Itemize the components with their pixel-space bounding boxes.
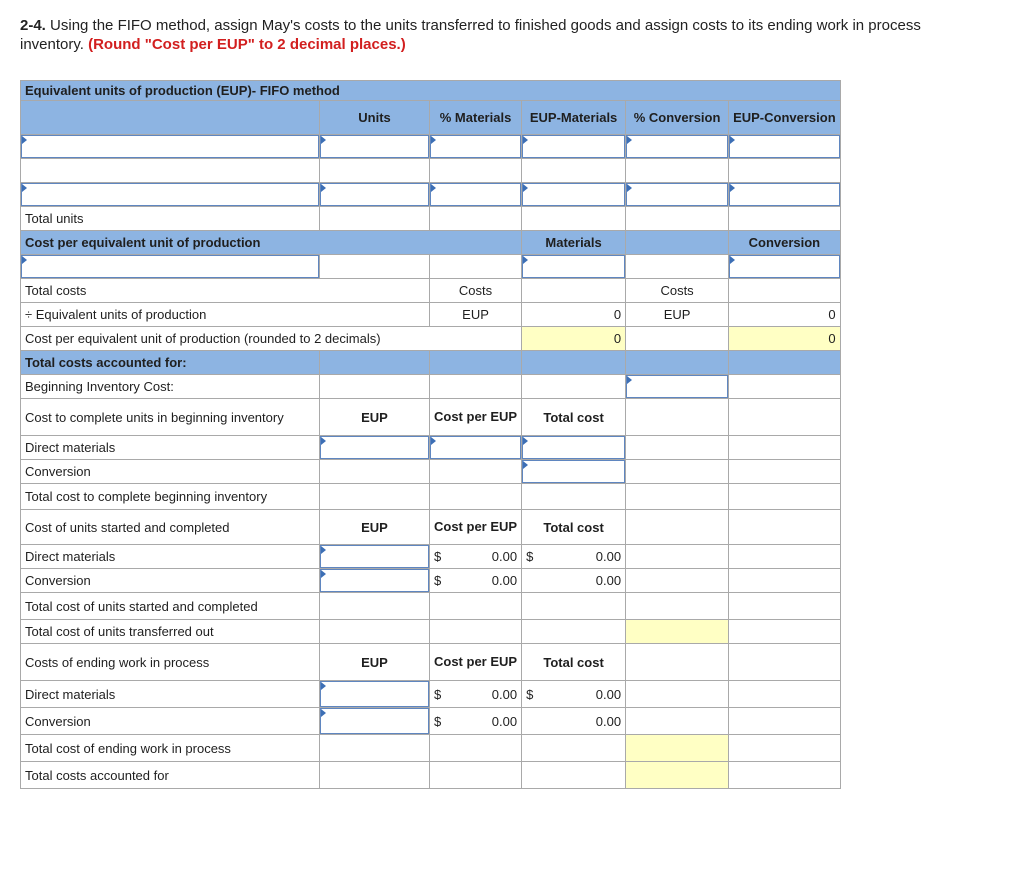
started-completed-conv-eup-input[interactable] xyxy=(320,569,430,593)
bi-blank xyxy=(320,375,430,399)
complete-beginning-conv-row xyxy=(21,460,841,484)
sc-blank xyxy=(729,569,841,593)
cpe-row xyxy=(21,327,841,351)
cost-input-blank xyxy=(430,255,522,279)
cb-blank xyxy=(626,436,729,460)
ew-blank xyxy=(626,708,729,735)
eup-row1-pct-materials-input[interactable] xyxy=(430,135,522,159)
accounted-header-blank xyxy=(522,351,626,375)
total-eup-conversion[interactable] xyxy=(729,207,841,231)
started-completed-conv-label: Conversion xyxy=(21,569,320,593)
started-completed-dm-total-value: 0.00 xyxy=(595,549,622,564)
ending-wip-conv-eup-input[interactable] xyxy=(320,708,430,735)
ending-wip-total-header: Total cost xyxy=(522,644,626,681)
sc-blank xyxy=(430,620,522,644)
ew-blank xyxy=(729,735,841,762)
sc-blank xyxy=(729,620,841,644)
eup-row1-units-input[interactable] xyxy=(320,135,430,159)
started-completed-header-row xyxy=(21,510,841,545)
transferred-out-total xyxy=(626,620,729,644)
eup-spacer-cell xyxy=(729,159,841,183)
started-completed-conv-cpe-value: 0.00 xyxy=(491,573,518,588)
sc-blank xyxy=(522,593,626,620)
eup-row1-pct-conversion-input[interactable] xyxy=(626,135,729,159)
total-costs-label: Total costs xyxy=(21,279,430,303)
materials-cpe-value: 0 xyxy=(522,327,626,351)
complete-beginning-dm-cpe-input[interactable] xyxy=(430,436,522,460)
eup-input-row xyxy=(21,135,841,159)
ending-wip-conv-cpe xyxy=(430,708,522,735)
complete-beginning-dm-total-input[interactable] xyxy=(522,436,626,460)
ending-wip-conv-cpe-value: 0.00 xyxy=(491,713,518,729)
eup-divisor-row xyxy=(21,303,841,327)
eup-spacer-cell xyxy=(21,159,320,183)
cost-input-blank xyxy=(626,255,729,279)
ending-wip-dm-total-value: 0.00 xyxy=(595,686,622,702)
started-completed-total-header: Total cost xyxy=(522,510,626,545)
beginning-inventory-cost-input[interactable] xyxy=(626,375,729,399)
ew-blank xyxy=(729,644,841,681)
cb-blank xyxy=(729,460,841,484)
started-completed-cpe-header: Cost per EUP xyxy=(430,510,522,545)
sc-blank xyxy=(729,593,841,620)
accounted-header-row xyxy=(21,351,841,375)
pct-conversion-header: % Conversion xyxy=(626,101,729,135)
total-units-label: Total units xyxy=(21,207,320,231)
started-completed-conv-total: 0.00 xyxy=(522,569,626,593)
ew-blank xyxy=(729,762,841,789)
sc-blank xyxy=(522,620,626,644)
bi-blank xyxy=(729,375,841,399)
eup-row2-label-input[interactable] xyxy=(21,183,320,207)
beginning-inventory-label: Beginning Inventory Cost: xyxy=(21,375,320,399)
ending-wip-dm-cpe xyxy=(430,681,522,708)
conversion-cost-input[interactable] xyxy=(729,255,841,279)
started-completed-eup-header: EUP xyxy=(320,510,430,545)
dollar-sign: $ xyxy=(526,686,534,702)
started-completed-conv-row xyxy=(21,569,841,593)
eup-spacer-cell xyxy=(320,159,430,183)
sc-blank xyxy=(320,593,430,620)
eup-divisor-label: ÷ Equivalent units of production xyxy=(21,303,430,327)
total-units-blank xyxy=(626,207,729,231)
started-completed-dm-cpe-value: 0.00 xyxy=(491,549,518,564)
ending-wip-eup-header: EUP xyxy=(320,644,430,681)
ending-wip-total xyxy=(626,735,729,762)
eup-row1-label-input[interactable] xyxy=(21,135,320,159)
question-number: 2-4. xyxy=(20,17,46,34)
eup-header-blank xyxy=(21,101,320,135)
eup-input-row xyxy=(21,183,841,207)
complete-beginning-eup-header: EUP xyxy=(320,399,430,436)
ending-wip-total-label: Total cost of ending work in process xyxy=(21,735,320,762)
ew-blank xyxy=(320,735,430,762)
complete-beginning-dm-eup-input[interactable] xyxy=(320,436,430,460)
conversion-eup-word: EUP xyxy=(626,303,729,327)
ending-wip-dm-cpe-value: 0.00 xyxy=(491,686,518,702)
fifo-worksheet-table xyxy=(20,80,841,789)
rounding-instruction: (Round "Cost per EUP" to 2 decimal places.) xyxy=(88,36,406,53)
ending-wip-cpe-header: Cost per EUP xyxy=(430,644,522,681)
accounted-header-blank xyxy=(729,351,841,375)
dollar-sign: $ xyxy=(434,686,442,702)
complete-beginning-label: Cost to complete units in beginning inventory xyxy=(21,399,320,436)
complete-beginning-cpe-header: Cost per EUP xyxy=(430,399,522,436)
sc-blank xyxy=(626,569,729,593)
pct-materials-header: % Materials xyxy=(430,101,522,135)
cost-label-input[interactable] xyxy=(21,255,320,279)
sc-blank xyxy=(430,593,522,620)
cpe-blank xyxy=(626,327,729,351)
ew-blank xyxy=(320,762,430,789)
eup-row2-pct-conversion-input[interactable] xyxy=(626,183,729,207)
cb-blank xyxy=(522,484,626,510)
complete-beginning-dm-label: Direct materials xyxy=(21,436,320,460)
eup-column-header-row xyxy=(21,101,841,135)
cb-blank xyxy=(626,460,729,484)
cb-blank xyxy=(430,460,522,484)
eup-row2-pct-materials-input[interactable] xyxy=(430,183,522,207)
units-header: Units xyxy=(320,101,430,135)
ew-blank xyxy=(626,681,729,708)
total-units-blank xyxy=(430,207,522,231)
materials-cost-input[interactable] xyxy=(522,255,626,279)
materials-eup-word: EUP xyxy=(430,303,522,327)
total-eup-materials[interactable] xyxy=(522,207,626,231)
total-costs-row xyxy=(21,279,841,303)
ending-wip-dm-eup-input[interactable] xyxy=(320,681,430,708)
conversion-eup-value: 0 xyxy=(729,303,841,327)
started-completed-dm-row xyxy=(21,545,841,569)
sc-blank xyxy=(626,593,729,620)
ew-blank xyxy=(729,681,841,708)
total-accounted-label: Total costs accounted for xyxy=(21,762,320,789)
ew-blank xyxy=(430,762,522,789)
ending-wip-conv-row xyxy=(21,708,841,735)
ew-blank xyxy=(626,644,729,681)
bi-blank xyxy=(522,375,626,399)
ew-blank xyxy=(729,708,841,735)
ending-wip-total-row xyxy=(21,735,841,762)
eup-spacer-cell xyxy=(626,159,729,183)
eup-spacer-cell xyxy=(430,159,522,183)
sc-blank xyxy=(626,545,729,569)
ending-wip-conv-total: 0.00 xyxy=(522,708,626,735)
dollar-sign: $ xyxy=(434,573,442,588)
cb-blank xyxy=(320,460,430,484)
sc-blank xyxy=(729,545,841,569)
ew-blank xyxy=(430,735,522,762)
eup-materials-header: EUP-Materials xyxy=(522,101,626,135)
complete-beginning-total-row xyxy=(21,484,841,510)
accounted-title: Total costs accounted for: xyxy=(21,351,320,375)
dollar-sign: $ xyxy=(434,549,442,564)
cb-blank xyxy=(729,436,841,460)
question-body: Using the FIFO method, assign May's costs to the units transferred to finished goods and assign costs to its ending work in process inventory. xyxy=(20,17,921,53)
transferred-out-row xyxy=(21,620,841,644)
eup-row1-eup-materials-input[interactable] xyxy=(522,135,626,159)
ending-wip-dm-total xyxy=(522,681,626,708)
started-completed-total-row xyxy=(21,593,841,620)
cost-per-eup-input-row xyxy=(21,255,841,279)
started-completed-total-label: Total cost of units started and completed xyxy=(21,593,320,620)
conversion-header: Conversion xyxy=(729,231,841,255)
conversion-costs-word: Costs xyxy=(626,279,729,303)
eup-input-row xyxy=(21,159,841,183)
cb-blank xyxy=(626,484,729,510)
bi-blank xyxy=(430,375,522,399)
ending-wip-header-row xyxy=(21,644,841,681)
complete-beginning-dm-row xyxy=(21,436,841,460)
beginning-inventory-row xyxy=(21,375,841,399)
materials-header: Materials xyxy=(522,231,626,255)
ending-wip-label: Costs of ending work in process xyxy=(21,644,320,681)
eup-section-title-row xyxy=(21,81,841,101)
complete-beginning-conv-total-input[interactable] xyxy=(522,460,626,484)
materials-total-costs xyxy=(522,279,626,303)
cost-per-eup-title: Cost per equivalent unit of production xyxy=(21,231,522,255)
conversion-cpe-value: 0 xyxy=(729,327,841,351)
started-completed-label: Cost of units started and completed xyxy=(21,510,320,545)
ending-wip-dm-row xyxy=(21,681,841,708)
ew-blank xyxy=(522,762,626,789)
sc-blank xyxy=(729,510,841,545)
started-completed-dm-cpe xyxy=(430,545,522,569)
cost-per-eup-header-blank xyxy=(626,231,729,255)
dollar-sign: $ xyxy=(526,549,534,564)
dollar-sign: $ xyxy=(434,713,442,729)
eup-spacer-cell xyxy=(522,159,626,183)
cost-per-eup-header-row xyxy=(21,231,841,255)
eup-row1-eup-conversion-input[interactable] xyxy=(729,135,841,159)
eup-section-title: Equivalent units of production (EUP)- FIFO method xyxy=(21,81,841,101)
started-completed-dm-total xyxy=(522,545,626,569)
accounted-header-blank xyxy=(626,351,729,375)
total-units-value[interactable] xyxy=(320,207,430,231)
cb-blank xyxy=(430,484,522,510)
cost-input-blank xyxy=(320,255,430,279)
cpe-label: Cost per equivalent unit of production (rounded to 2 decimals) xyxy=(21,327,522,351)
total-accounted-row xyxy=(21,762,841,789)
materials-costs-word: Costs xyxy=(430,279,522,303)
total-accounted-total xyxy=(626,762,729,789)
started-completed-conv-cpe xyxy=(430,569,522,593)
eup-row2-eup-materials-input[interactable] xyxy=(522,183,626,207)
cb-blank xyxy=(729,399,841,436)
eup-row2-eup-conversion-input[interactable] xyxy=(729,183,841,207)
started-completed-dm-eup-input[interactable] xyxy=(320,545,430,569)
complete-beginning-conv-label: Conversion xyxy=(21,460,320,484)
ending-wip-dm-label: Direct materials xyxy=(21,681,320,708)
ending-wip-conv-label: Conversion xyxy=(21,708,320,735)
complete-beginning-total-header: Total cost xyxy=(522,399,626,436)
conversion-total-costs xyxy=(729,279,841,303)
materials-eup-value: 0 xyxy=(522,303,626,327)
complete-beginning-header-row xyxy=(21,399,841,436)
accounted-header-blank xyxy=(430,351,522,375)
eup-conversion-header: EUP-Conversion xyxy=(729,101,841,135)
cb-blank xyxy=(626,399,729,436)
sc-blank xyxy=(320,620,430,644)
transferred-out-label: Total cost of units transferred out xyxy=(21,620,320,644)
total-units-row xyxy=(21,207,841,231)
eup-row2-units-input[interactable] xyxy=(320,183,430,207)
complete-beginning-total-label: Total cost to complete beginning inventory xyxy=(21,484,320,510)
accounted-header-blank xyxy=(320,351,430,375)
question-text xyxy=(20,16,980,54)
cb-blank xyxy=(320,484,430,510)
sc-blank xyxy=(626,510,729,545)
started-completed-dm-label: Direct materials xyxy=(21,545,320,569)
cb-blank xyxy=(729,484,841,510)
ew-blank xyxy=(522,735,626,762)
